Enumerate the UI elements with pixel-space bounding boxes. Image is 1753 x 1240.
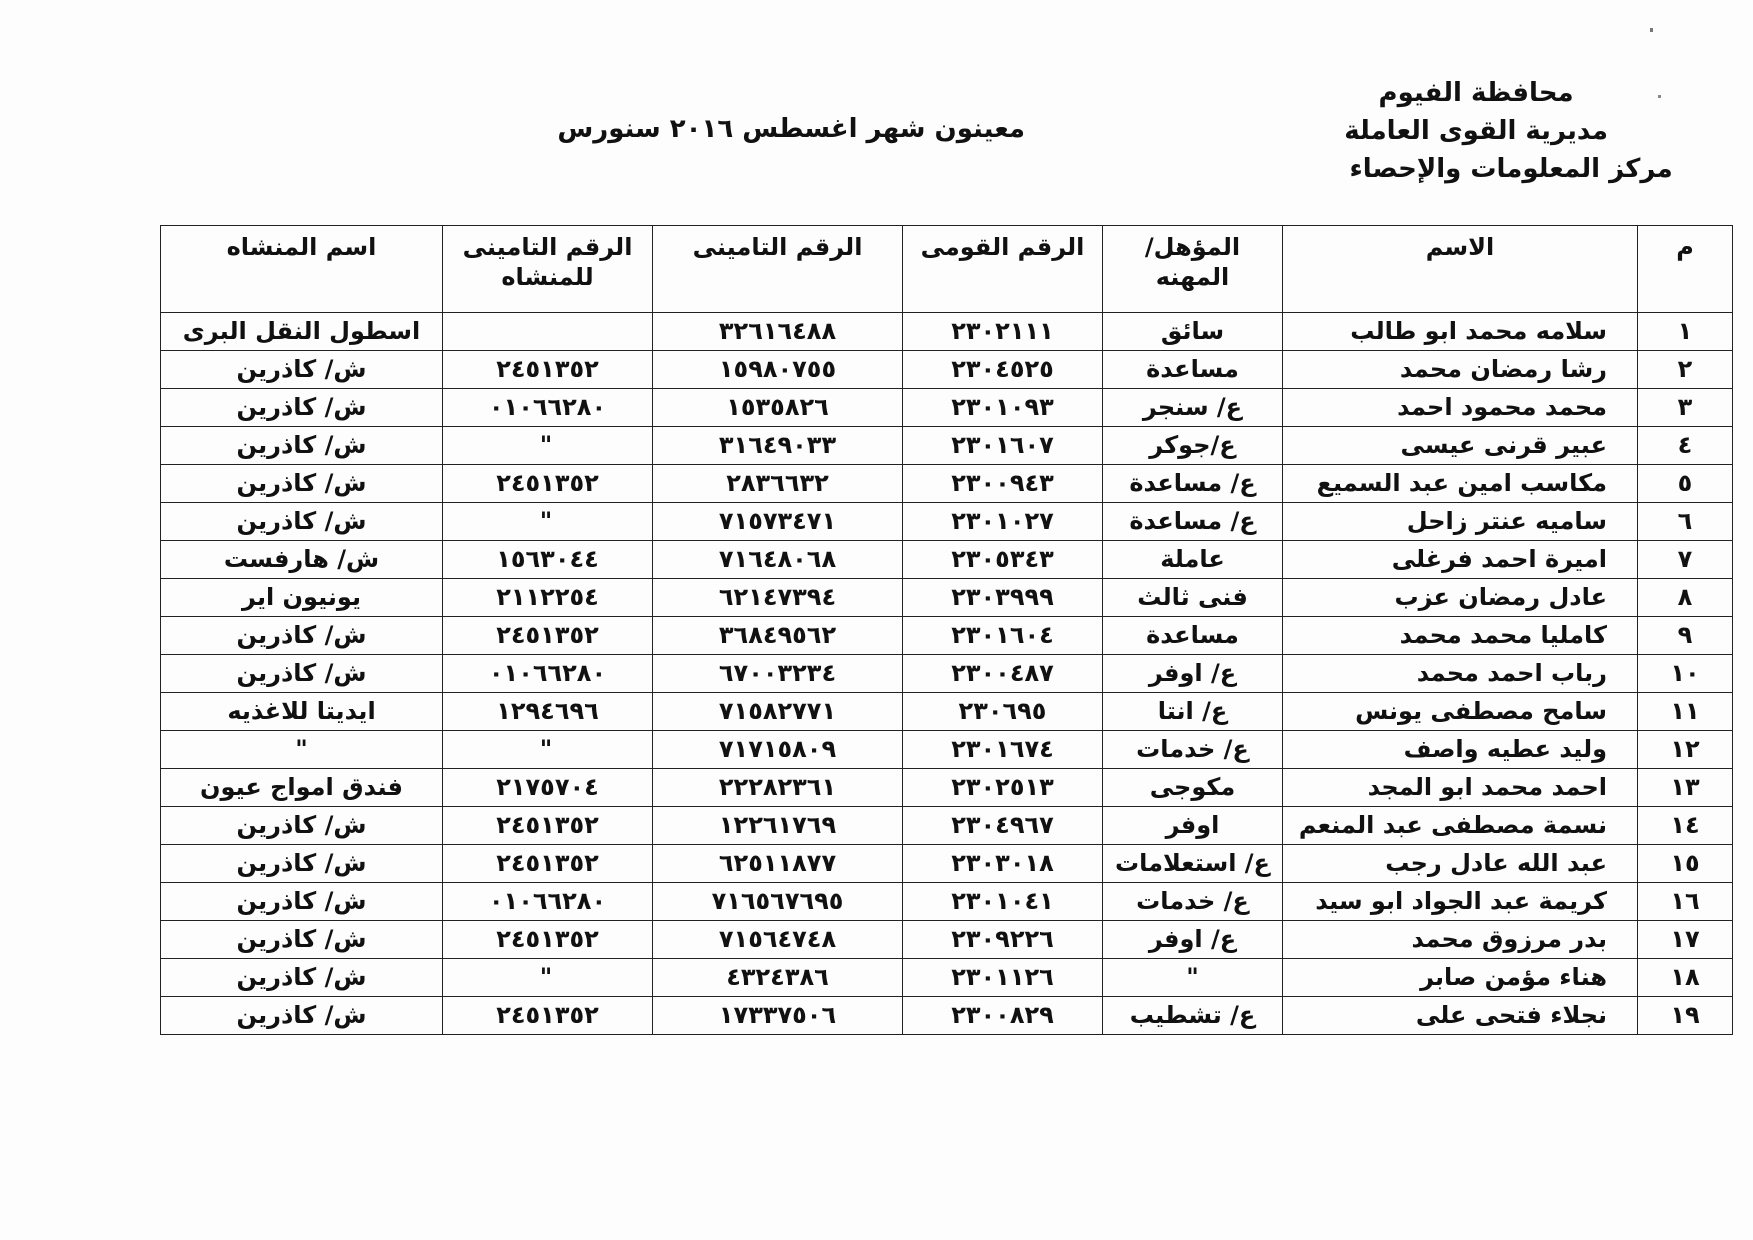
cell-name: احمد محمد ابو المجد <box>1283 769 1638 807</box>
cell-job: مساعدة <box>1103 617 1283 655</box>
cell-index: ١ <box>1638 313 1733 351</box>
table-row <box>161 503 1733 541</box>
cell-firm-insurance-no: ١٢٩٤٦٩٦ <box>443 693 653 731</box>
cell-index: ١٢ <box>1638 731 1733 769</box>
cell-firm-name: ش/ كاذرين <box>161 465 443 503</box>
table-header-row <box>161 226 1733 313</box>
cell-index: ٢ <box>1638 351 1733 389</box>
cell-national-id: ٢٣٠١٦٠٧ <box>903 427 1103 465</box>
cell-firm-name: ش/ كاذرين <box>161 389 443 427</box>
cell-national-id: ٢٣٠٩٢٢٦ <box>903 921 1103 959</box>
cell-national-id: ٢٣٠١٦٧٤ <box>903 731 1103 769</box>
cell-name: مكاسب امين عبد السميع <box>1283 465 1638 503</box>
cell-name: عادل رمضان عزب <box>1283 579 1638 617</box>
cell-name: عبير قرنى عيسى <box>1283 427 1638 465</box>
cell-firm-name: ش/ كاذرين <box>161 921 443 959</box>
cell-index: ٧ <box>1638 541 1733 579</box>
cell-firm-insurance-no: ٢١١٢٢٥٤ <box>443 579 653 617</box>
table-row <box>161 807 1733 845</box>
cell-firm-name: ش/ كاذرين <box>161 883 443 921</box>
cell-index: ١٧ <box>1638 921 1733 959</box>
cell-index: ١٠ <box>1638 655 1733 693</box>
table-row <box>161 389 1733 427</box>
cell-national-id: ٢٣٠٢٥١٣ <box>903 769 1103 807</box>
cell-firm-name: اسطول النقل البرى <box>161 313 443 351</box>
cell-name: نجلاء فتحى على <box>1283 997 1638 1035</box>
cell-firm-insurance-no: ٢٤٥١٣٥٢ <box>443 845 653 883</box>
cell-name: كامليا محمد محمد <box>1283 617 1638 655</box>
cell-name: سامح مصطفى يونس <box>1283 693 1638 731</box>
cell-insurance-no: ٧١٦٤٨٠٦٨ <box>653 541 903 579</box>
cell-name: وليد عطيه واصف <box>1283 731 1638 769</box>
employees-table-wrapper <box>160 225 1702 1035</box>
cell-insurance-no: ٦٧٠٠٣٢٣٤ <box>653 655 903 693</box>
cell-index: ٣ <box>1638 389 1733 427</box>
cell-job: ع/ سنجر <box>1103 389 1283 427</box>
cell-national-id: ٢٣٠١٦٠٤ <box>903 617 1103 655</box>
table-row <box>161 465 1733 503</box>
cell-insurance-no: ١٥٣٥٨٢٦ <box>653 389 903 427</box>
cell-national-id: ٢٣٠١٠٩٣ <box>903 389 1103 427</box>
cell-job: اوفر <box>1103 807 1283 845</box>
cell-firm-insurance-no: ٢٤٥١٣٥٢ <box>443 617 653 655</box>
cell-job: ع/ اوفر <box>1103 921 1283 959</box>
cell-firm-insurance-no: ٢٤٥١٣٥٢ <box>443 921 653 959</box>
employees-table <box>160 225 1733 1035</box>
cell-firm-insurance-no <box>443 313 653 351</box>
cell-name: سلامه محمد ابو طالب <box>1283 313 1638 351</box>
document-title: معينون شهر اغسطس ٢٠١٦ سنورس <box>557 114 1025 144</box>
cell-index: ٦ <box>1638 503 1733 541</box>
cell-firm-insurance-no: " <box>443 959 653 997</box>
center-name: مركز المعلومات والإحصاء <box>1349 154 1673 184</box>
cell-index: ١٩ <box>1638 997 1733 1035</box>
cell-job: ع/ خدمات <box>1103 731 1283 769</box>
cell-national-id: ٢٣٠٠٨٢٩ <box>903 997 1103 1035</box>
cell-insurance-no: ٣٦٨٤٩٥٦٢ <box>653 617 903 655</box>
cell-firm-name: ش/ كاذرين <box>161 427 443 465</box>
col-header-national-id: الرقم القومى <box>903 226 1103 313</box>
cell-index: ٥ <box>1638 465 1733 503</box>
cell-firm-name: فندق امواج عيون <box>161 769 443 807</box>
cell-job: " <box>1103 959 1283 997</box>
cell-insurance-no: ٤٣٢٤٣٨٦ <box>653 959 903 997</box>
cell-insurance-no: ٧١٥٦٤٧٤٨ <box>653 921 903 959</box>
cell-index: ١٥ <box>1638 845 1733 883</box>
cell-national-id: ٢٣٠١١٢٦ <box>903 959 1103 997</box>
cell-insurance-no: ٧١٧١٥٨٠٩ <box>653 731 903 769</box>
cell-insurance-no: ١٧٣٣٧٥٠٦ <box>653 997 903 1035</box>
cell-national-id: ٢٣٠٦٩٥ <box>903 693 1103 731</box>
cell-firm-insurance-no: ٠١٠٦٦٢٨٠ <box>443 389 653 427</box>
cell-job: سائق <box>1103 313 1283 351</box>
table-row <box>161 731 1733 769</box>
cell-firm-insurance-no: ٠١٠٦٦٢٨٠ <box>443 655 653 693</box>
table-row <box>161 427 1733 465</box>
cell-insurance-no: ٧١٥٧٣٤٧١ <box>653 503 903 541</box>
cell-job: ع/ انتا <box>1103 693 1283 731</box>
cell-index: ١٤ <box>1638 807 1733 845</box>
cell-name: ساميه عنتر زاحل <box>1283 503 1638 541</box>
table-row <box>161 541 1733 579</box>
cell-insurance-no: ٢٢٢٨٢٣٦١ <box>653 769 903 807</box>
cell-national-id: ٢٣٠٤٥٢٥ <box>903 351 1103 389</box>
cell-national-id: ٢٣٠١٠٤١ <box>903 883 1103 921</box>
col-header-name: الاسم <box>1283 226 1638 313</box>
cell-firm-name: ش/ كاذرين <box>161 503 443 541</box>
cell-insurance-no: ١٥٩٨٠٧٥٥ <box>653 351 903 389</box>
cell-name: رباب احمد محمد <box>1283 655 1638 693</box>
cell-firm-insurance-no: ٢٤٥١٣٥٢ <box>443 465 653 503</box>
table-row <box>161 845 1733 883</box>
cell-insurance-no: ٣٢٦١٦٤٨٨ <box>653 313 903 351</box>
cell-index: ٤ <box>1638 427 1733 465</box>
cell-insurance-no: ٢٨٣٦٦٣٢ <box>653 465 903 503</box>
table-row <box>161 617 1733 655</box>
col-header-index: م <box>1638 226 1733 313</box>
cell-national-id: ٢٣٠٢١١١ <box>903 313 1103 351</box>
cell-job: مساعدة <box>1103 351 1283 389</box>
cell-job: ع/ تشطيب <box>1103 997 1283 1035</box>
cell-name: اميرة احمد فرغلى <box>1283 541 1638 579</box>
cell-firm-insurance-no: ٢٤٥١٣٥٢ <box>443 997 653 1035</box>
cell-insurance-no: ٦٢٥١١٨٧٧ <box>653 845 903 883</box>
cell-job: عاملة <box>1103 541 1283 579</box>
cell-job: ع/ اوفر <box>1103 655 1283 693</box>
cell-insurance-no: ١٢٢٦١٧٦٩ <box>653 807 903 845</box>
cell-firm-name: ش/ كاذرين <box>161 617 443 655</box>
cell-national-id: ٢٣٠٣٠١٨ <box>903 845 1103 883</box>
table-row <box>161 655 1733 693</box>
cell-job: ع/جوكر <box>1103 427 1283 465</box>
cell-firm-name: ش/ كاذرين <box>161 959 443 997</box>
cell-insurance-no: ٣١٦٤٩٠٣٣ <box>653 427 903 465</box>
cell-job: ع/ خدمات <box>1103 883 1283 921</box>
cell-national-id: ٢٣٠٠٤٨٧ <box>903 655 1103 693</box>
cell-firm-insurance-no: " <box>443 731 653 769</box>
table-row <box>161 959 1733 997</box>
cell-name: عبد الله عادل رجب <box>1283 845 1638 883</box>
cell-firm-name: ش/ كاذرين <box>161 807 443 845</box>
col-header-firm-name: اسم المنشاه <box>161 226 443 313</box>
cell-index: ١٦ <box>1638 883 1733 921</box>
cell-insurance-no: ٦٢١٤٧٣٩٤ <box>653 579 903 617</box>
table-row <box>161 769 1733 807</box>
cell-firm-name: ش/ كاذرين <box>161 655 443 693</box>
governorate-name: محافظة الفيوم <box>1378 78 1574 108</box>
cell-job: فنى ثالث <box>1103 579 1283 617</box>
cell-name: رشا رمضان محمد <box>1283 351 1638 389</box>
cell-national-id: ٢٣٠٠٩٤٣ <box>903 465 1103 503</box>
cell-firm-insurance-no: " <box>443 503 653 541</box>
cell-insurance-no: ٧١٦٥٦٧٦٩٥ <box>653 883 903 921</box>
table-row <box>161 313 1733 351</box>
cell-firm-insurance-no: ٢٤٥١٣٥٢ <box>443 351 653 389</box>
col-header-insurance-no: الرقم التامينى <box>653 226 903 313</box>
cell-name: هناء مؤمن صابر <box>1283 959 1638 997</box>
col-header-job: المؤهل/المهنه <box>1103 226 1283 313</box>
col-header-firm-insurance-no: الرقم التامينى للمنشاه <box>443 226 653 313</box>
cell-index: ١١ <box>1638 693 1733 731</box>
cell-name: بدر مرزوق محمد <box>1283 921 1638 959</box>
cell-firm-name: ش/ كاذرين <box>161 997 443 1035</box>
cell-job: ع/ استعلامات <box>1103 845 1283 883</box>
table-row <box>161 883 1733 921</box>
table-row <box>161 693 1733 731</box>
cell-firm-name: يونيون اير <box>161 579 443 617</box>
cell-firm-insurance-no: " <box>443 427 653 465</box>
letterhead <box>1344 74 1673 188</box>
cell-firm-name: ش/ كاذرين <box>161 351 443 389</box>
table-row <box>161 351 1733 389</box>
table-body <box>161 313 1733 1035</box>
table-row <box>161 921 1733 959</box>
cell-firm-insurance-no: ٢١٧٥٧٠٤ <box>443 769 653 807</box>
cell-firm-insurance-no: ٢٤٥١٣٥٢ <box>443 807 653 845</box>
cell-name: نسمة مصطفى عبد المنعم <box>1283 807 1638 845</box>
cell-name: محمد محمود احمد <box>1283 389 1638 427</box>
scan-speck <box>1650 28 1653 32</box>
scan-speck <box>1658 95 1661 98</box>
cell-firm-name: ش/ هارفست <box>161 541 443 579</box>
directorate-name: مديرية القوى العاملة <box>1344 116 1608 146</box>
cell-job: ع/ مساعدة <box>1103 503 1283 541</box>
cell-job: مكوجى <box>1103 769 1283 807</box>
cell-firm-insurance-no: ١٥٦٣٠٤٤ <box>443 541 653 579</box>
cell-national-id: ٢٣٠٥٣٤٣ <box>903 541 1103 579</box>
table-row <box>161 997 1733 1035</box>
cell-index: ١٨ <box>1638 959 1733 997</box>
cell-firm-name: ش/ كاذرين <box>161 845 443 883</box>
cell-index: ٨ <box>1638 579 1733 617</box>
cell-insurance-no: ٧١٥٨٢٧٧١ <box>653 693 903 731</box>
cell-firm-name: " <box>161 731 443 769</box>
cell-index: ٩ <box>1638 617 1733 655</box>
cell-national-id: ٢٣٠٣٩٩٩ <box>903 579 1103 617</box>
cell-national-id: ٢٣٠١٠٢٧ <box>903 503 1103 541</box>
cell-index: ١٣ <box>1638 769 1733 807</box>
cell-name: كريمة عبد الجواد ابو سيد <box>1283 883 1638 921</box>
cell-national-id: ٢٣٠٤٩٦٧ <box>903 807 1103 845</box>
cell-firm-name: ايديتا للاغذيه <box>161 693 443 731</box>
table-row <box>161 579 1733 617</box>
cell-firm-insurance-no: ٠١٠٦٦٢٨٠ <box>443 883 653 921</box>
cell-job: ع/ مساعدة <box>1103 465 1283 503</box>
